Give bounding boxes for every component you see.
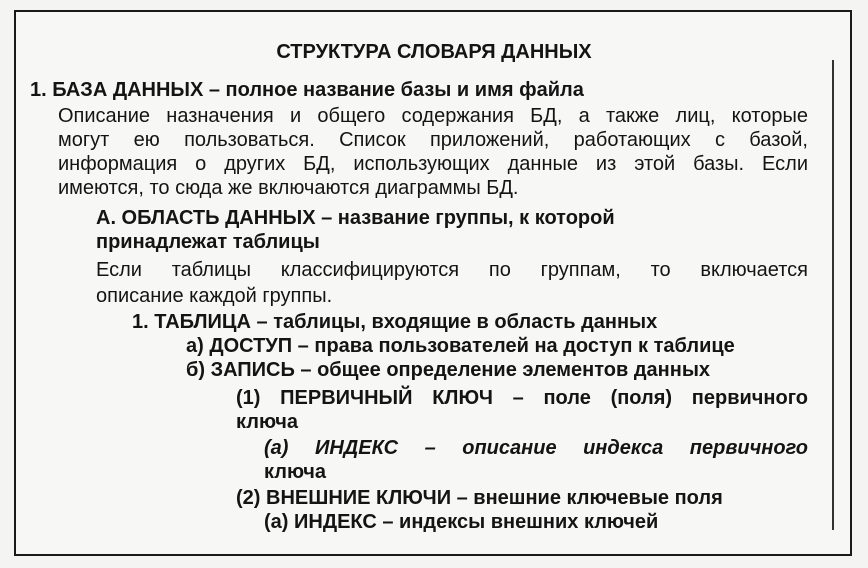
primary-key-line-1: (1) ПЕРВИЧНЫЙ КЛЮЧ – поле (поля) первичного (236, 387, 808, 409)
foreign-keys: (2) ВНЕШНИЕ КЛЮЧИ – внешние ключевые поля (236, 487, 723, 509)
primary-key-index-line-2: ключа (264, 461, 327, 483)
section-1-heading: 1. БАЗА ДАННЫХ – полное название базы и имя файла (30, 79, 584, 101)
section-1-desc-line-1: Описание назначения и общего содержания БД, а также лиц, которые (58, 105, 808, 127)
section-1-desc-line-4: имеются, то сюда же включаются диаграммы БД. (58, 177, 519, 199)
section-1-desc-line-3: информация о других БД, использующих данные из этой базы. Если (58, 153, 808, 175)
table-heading: 1. ТАБЛИЦА – таблицы, входящие в область данных (132, 311, 658, 333)
section-a-desc-line-1: Если таблицы классифицируются по группам, то включается (96, 259, 808, 281)
page-title: СТРУКТУРА СЛОВАРЯ ДАННЫХ (276, 41, 592, 63)
section-1-desc-line-2: могут ею пользоваться. Список приложений, работающих с базой, (58, 129, 808, 151)
section-a-desc-line-2: описание каждой группы. (96, 285, 333, 307)
table-record: б) ЗАПИСЬ – общее определение элементов данных (186, 359, 711, 381)
primary-key-index-line-1: (а) ИНДЕКС – описание индекса первичного (264, 437, 808, 459)
primary-key-line-2: ключа (236, 411, 299, 433)
table-access: а) ДОСТУП – права пользователей на доступ к таблице (186, 335, 735, 357)
vertical-rule (832, 60, 834, 530)
section-a-heading-line-2: принадлежат таблицы (96, 231, 320, 253)
foreign-keys-index: (а) ИНДЕКС – индексы внешних ключей (264, 511, 659, 533)
section-a-heading-line-1: А. ОБЛАСТЬ ДАННЫХ – название группы, к которой (96, 207, 615, 229)
